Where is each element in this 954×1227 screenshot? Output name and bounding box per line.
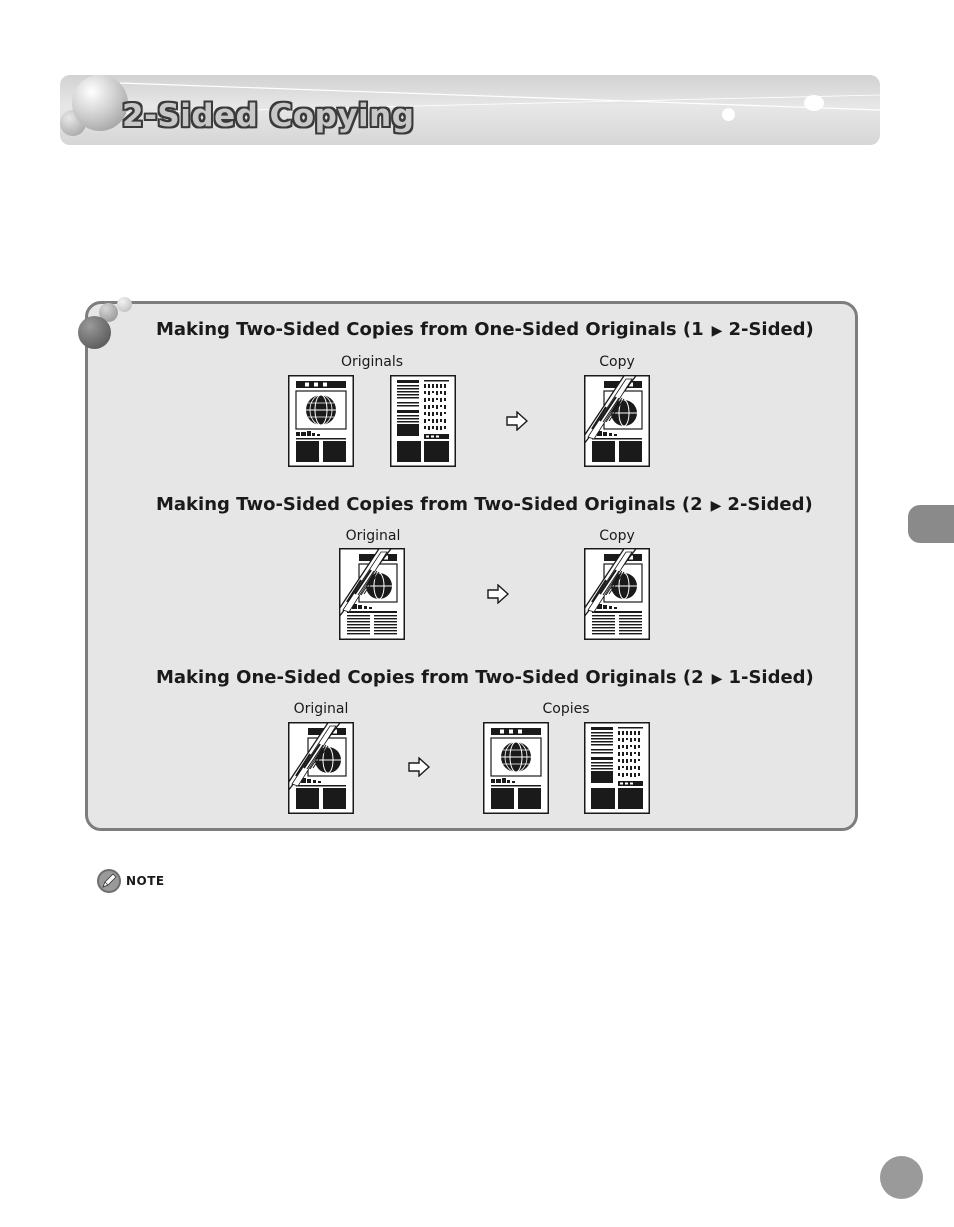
copy-label: Copy [599,528,635,544]
section-title-prefix: Making Two-Sided Copies from One-Sided Originals (1 [156,319,704,340]
copies-label: Copies [542,701,590,717]
section-title [156,318,814,343]
original-back-page [390,375,456,467]
duplex-copy-page [584,548,650,640]
hollow-right-arrow-icon [506,411,528,431]
decor-ball-small [722,108,735,121]
pencil-note-icon [96,868,122,894]
decor-ball-large [78,316,111,349]
section-title-suffix: 2-Sided) [727,494,813,515]
copy-label: Copy [599,354,635,370]
hollow-right-arrow-icon [487,584,509,604]
play-triangle-icon: ▶ [710,498,722,514]
duplex-copy-page [584,375,650,467]
originals-label: Originals [340,354,404,370]
decor-ball-large [72,75,128,131]
copy-back-page [584,722,650,814]
original-label: Original [345,528,401,544]
duplex-original-page [288,722,354,814]
play-triangle-icon: ▶ [711,671,723,687]
original-label: Original [293,701,349,717]
decor-ball-small [117,297,132,312]
note-label: NOTE [126,874,165,888]
section-title [156,666,814,691]
copy-front-page [483,722,549,814]
section-title-suffix: 2-Sided) [728,319,814,340]
original-front-page [288,375,354,467]
chapter-tab [908,505,954,543]
section-title-prefix: Making One-Sided Copies from Two-Sided Originals (2 [156,667,704,688]
page-number-badge [880,1156,923,1199]
decor-ball-small [804,95,824,111]
section-title-prefix: Making Two-Sided Copies from Two-Sided Originals (2 [156,494,703,515]
play-triangle-icon: ▶ [711,323,723,339]
page-title: 2-Sided Copying [122,98,415,134]
duplex-original-page [339,548,405,640]
illustration-panel [85,301,858,831]
section-title-suffix: 1-Sided) [728,667,814,688]
hollow-right-arrow-icon [408,757,430,777]
note-heading [96,868,165,894]
section-title [156,493,813,518]
